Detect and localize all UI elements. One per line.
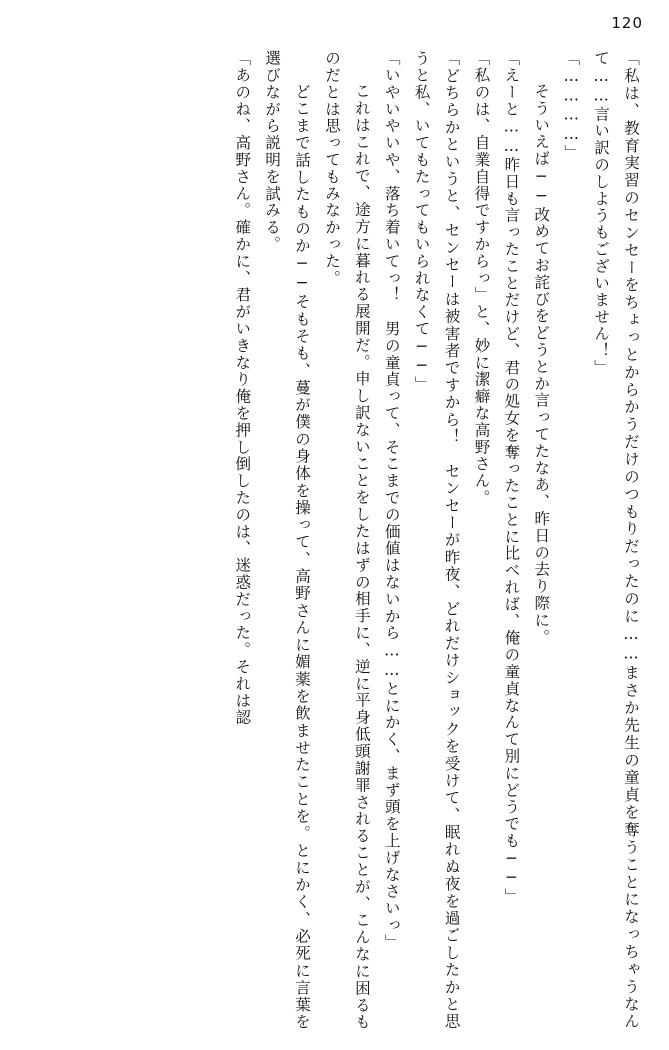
- paragraph: そういえば──改めてお詫びをどうとか言ってたなあ、昨日の去り際に。: [532, 65, 551, 646]
- paragraph: 「どちらかというと、センセーは被害者ですから！ センセーが昨夜、どれだけショックを受けて、眠れぬ夜を過ごしたかと思うと私、いてもたってもいられなくて──」: [412, 50, 461, 1030]
- paragraph: 「えーと……昨日も言ったことだけど、君の処女を奪ったことに比べれば、俺の童貞なんて別にどうでも──」: [502, 50, 521, 905]
- paragraph: 「…………」: [562, 50, 581, 162]
- paragraph: これはこれで、途方に暮れる展開だ。申し訳ないことをしたはずの相手に、逆に平身低頭謝罪されることが、こんなに困るものだとは思ってもみなかった。: [322, 50, 371, 1030]
- page-number: 120: [611, 14, 643, 32]
- paragraph: 「いやいやいや、落ち着いてっ！ 男の童貞って、そこまでの価値はないから……とにかく、まず頭を上げなさいっ」: [382, 50, 401, 951]
- paragraph: どこまで話したものか──そもそも、蔓が僕の身体を操って、高野さんに媚薬を飲ませたことを。とにかく、必死に言葉を選びながら説明を試みる。: [263, 50, 312, 1030]
- page-text-body: [24, 50, 645, 1030]
- paragraph: 「私のは、自業自得ですからっ」と、妙に潔癖な高野さん。: [472, 50, 491, 507]
- paragraph: 「私は、教育実習のセンセーをちょっとからかうだけのつもりだったのに……まさか先生の童貞を奪うことになっちゃうなんて……言い訳のしようもございません！」: [592, 50, 640, 1030]
- paragraph: 「あのね、高野さん。確かに、君がいきなり俺を押し倒したのは、迷惑だった。それは認: [233, 50, 252, 726]
